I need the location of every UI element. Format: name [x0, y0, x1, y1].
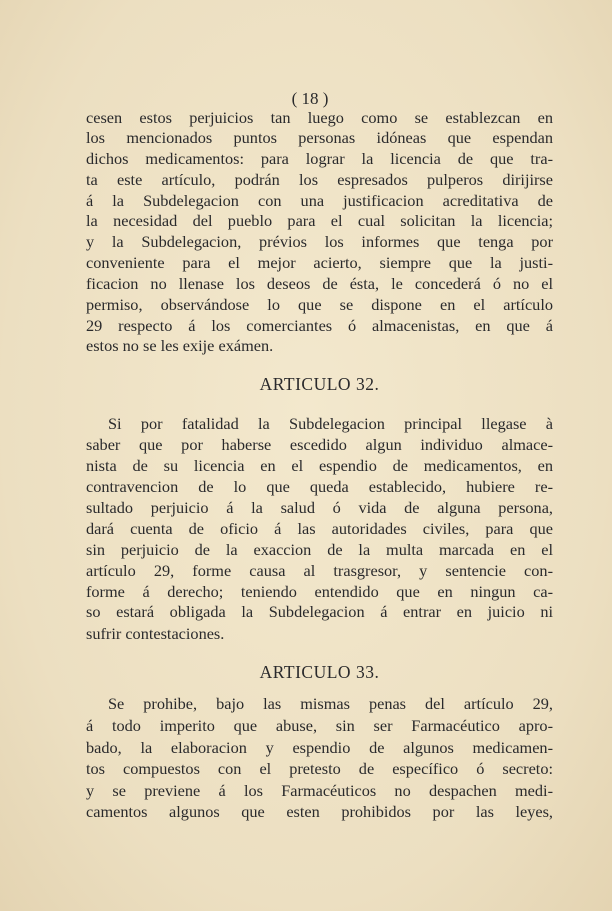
- text-line: dichos medicamentos: para lograr la licencia de que tra-: [86, 149, 553, 168]
- text-line: ficacion no llenase los deseos de ésta, le concederá ó no el: [86, 274, 553, 293]
- article-33-heading: ARTICULO 33.: [259, 662, 380, 682]
- text-line: la necesidad del pueblo para el cual solicitan la licencia;: [86, 211, 553, 230]
- text-line: estos no se les exije exámen.: [86, 336, 274, 355]
- text-line: saber que por haberse escedido algun individuo almace-: [86, 435, 553, 454]
- text-line: ta este artículo, podrán los espresados pulperos dirijirse: [86, 170, 553, 189]
- text-line: artículo 29, forme causa al trasgresor, y sentencie con-: [86, 561, 553, 580]
- text-line: forme á derecho; teniendo entendido que en ningun ca-: [86, 582, 553, 601]
- text-line: y la Subdelegacion, prévios los informes que tenga por: [86, 232, 553, 251]
- text-line: permiso, observándose lo que se dispone en el artículo: [86, 295, 553, 314]
- article-32-heading: ARTICULO 32.: [259, 374, 380, 394]
- text-line: nista de su licencia en el espendio de medicamentos, en: [86, 456, 553, 475]
- text-line: á todo imperito que abuse, sin ser Farmacéutico apro-: [86, 716, 553, 735]
- page-number: ( 18 ): [291, 89, 329, 108]
- text-line: 29 respecto á los comerciantes ó almacenistas, en que á: [86, 316, 553, 335]
- text-line: sufrir contestaciones.: [86, 624, 225, 643]
- text-line: los mencionados puntos personas idóneas que espendan: [86, 128, 553, 147]
- text-line: y se previene á los Farmacéuticos no despachen medi-: [86, 781, 553, 800]
- text-line: Si por fatalidad la Subdelegacion principal llegase à: [108, 414, 553, 433]
- text-line: cesen estos perjuicios tan luego como se establezcan en: [86, 108, 553, 127]
- text-line: tos compuestos con el pretesto de específico ó secreto:: [86, 759, 553, 778]
- text-line: sultado perjuicio á la salud ó vida de alguna persona,: [86, 498, 553, 517]
- text-line: bado, la elaboracion y espendio de algunos medicamen-: [86, 738, 553, 757]
- text-line: Se prohibe, bajo las mismas penas del artículo 29,: [108, 694, 553, 713]
- text-line: conveniente para el mejor acierto, siempre que la justi-: [86, 253, 553, 272]
- text-line: contravencion de lo que queda establecido, hubiere re-: [86, 477, 553, 496]
- text-line: sin perjuicio de la exaccion de la multa marcada en el: [86, 540, 553, 559]
- text-line: dará cuenta de oficio á las autoridades civiles, para que: [86, 519, 553, 538]
- text-line: á la Subdelegacion con una justificacion acreditativa de: [86, 191, 553, 210]
- text-line: so estará obligada la Subdelegacion á entrar en juicio ni: [86, 602, 553, 621]
- text-line: camentos algunos que esten prohibidos por las leyes,: [86, 802, 553, 821]
